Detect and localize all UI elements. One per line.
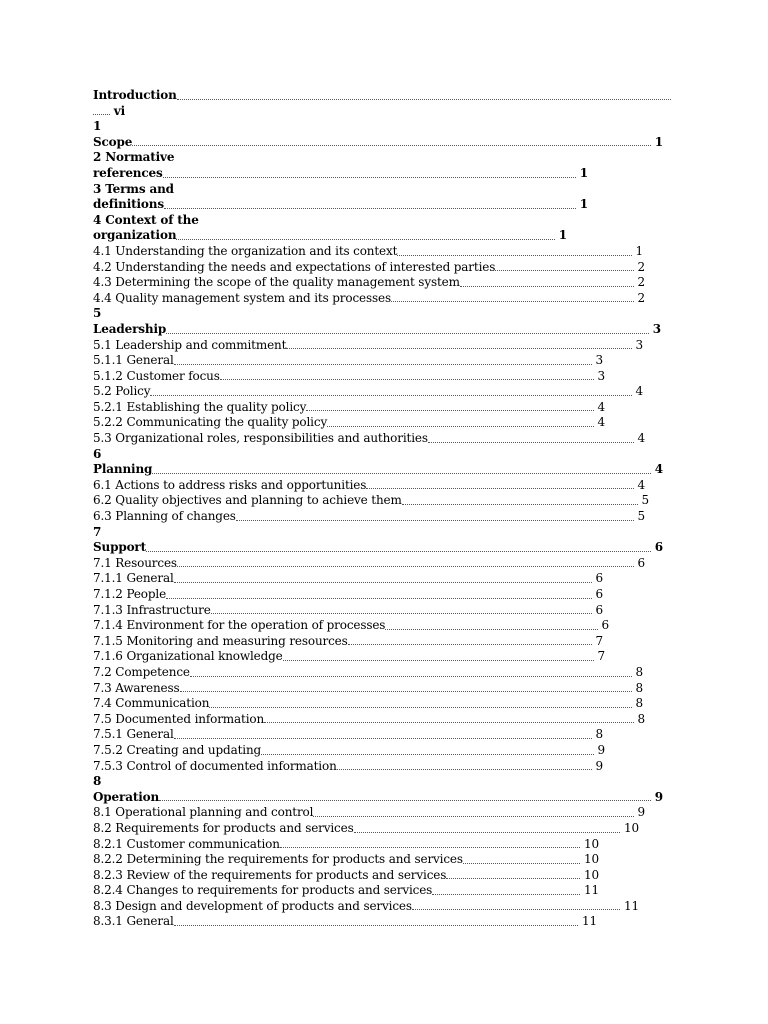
toc-entry[interactable] (93, 431, 673, 447)
toc-entry-title: 4.4 Quality management system and its processes (93, 290, 391, 305)
toc-leader-dots (236, 519, 634, 521)
toc-entry[interactable] (93, 104, 673, 120)
toc-entry[interactable] (93, 135, 673, 151)
toc-leader-dots (209, 706, 631, 708)
toc-entry[interactable] (93, 384, 673, 400)
toc-leader-dots (402, 503, 638, 505)
toc-entry[interactable] (93, 525, 673, 541)
toc-page-number: 4 (635, 384, 643, 399)
toc-entry[interactable] (93, 369, 673, 385)
toc-entry-title: 5 (93, 306, 102, 321)
toc-entry-title: 3 Terms and (93, 181, 174, 196)
toc-entry[interactable] (93, 306, 673, 322)
toc-page-number: 4 (597, 399, 605, 414)
toc-entry-title: Scope (93, 134, 133, 149)
toc-page-number: 8 (635, 664, 643, 679)
toc-entry[interactable] (93, 774, 673, 790)
toc-entry[interactable] (93, 805, 673, 821)
toc-entry[interactable] (93, 665, 673, 681)
toc-entry[interactable] (93, 244, 673, 260)
toc-page-number: 8 (635, 680, 643, 695)
toc-entry[interactable] (93, 228, 673, 244)
toc-page-number: 3 (635, 337, 643, 352)
toc-page-number: 2 (637, 290, 645, 305)
toc-entry-title: 5.2.1 Establishing the quality policy (93, 399, 307, 414)
toc-entry[interactable] (93, 759, 673, 775)
toc-entry-title: 6.3 Planning of changes (93, 509, 236, 524)
toc-page-number: 9 (597, 742, 605, 757)
toc-entry-title: Operation (93, 789, 160, 804)
toc-page-number: 5 (641, 493, 649, 508)
toc-leader-dots (428, 441, 634, 443)
toc-entry[interactable] (93, 447, 673, 463)
toc-entry-title: 8.3.1 General (93, 914, 174, 929)
toc-page-number: 7 (597, 649, 605, 664)
toc-entry[interactable] (93, 150, 673, 166)
toc-page-number: 11 (582, 914, 597, 929)
toc-page-number: 4 (597, 415, 605, 430)
toc-entry[interactable] (93, 260, 673, 276)
toc-leader-dots (412, 908, 620, 910)
toc-entry-title: Introduction (93, 88, 177, 102)
toc-leader-dots (327, 425, 593, 427)
toc-entry[interactable] (93, 634, 673, 650)
toc-leader-dots (174, 924, 578, 926)
toc-entry-title: 6.1 Actions to address risks and opportunities (93, 477, 367, 492)
toc-entry-title: Support (93, 540, 146, 555)
toc-page-number: 11 (584, 883, 599, 898)
toc-page-number: 10 (584, 852, 599, 867)
toc-entry-title: 7.1.5 Monitoring and measuring resources (93, 633, 348, 648)
toc-entry-title: 4 Context of the (93, 212, 199, 227)
toc-leader-dots (220, 378, 594, 380)
toc-page-number: 1 (558, 228, 567, 243)
toc-leader-dots (397, 254, 631, 256)
toc-entry-title: 7.3 Awareness (93, 680, 180, 695)
toc-leader-dots (264, 721, 633, 723)
toc-entry[interactable] (93, 493, 673, 509)
toc-entry[interactable] (93, 509, 673, 525)
toc-leader-dots (163, 176, 576, 178)
toc-entry-title: 4.1 Understanding the organization and its context (93, 243, 398, 258)
toc-entry[interactable] (93, 322, 673, 338)
toc-page-number: 9 (595, 758, 603, 773)
toc-page-number: 6 (601, 618, 609, 633)
toc-leader-dots (180, 690, 632, 692)
toc-entry-title: 5.2.2 Communicating the quality policy (93, 415, 328, 430)
toc-leader-dots (166, 597, 591, 599)
toc-page-number: 9 (637, 805, 645, 820)
toc-leader-dots (385, 628, 597, 630)
toc-entry[interactable] (93, 743, 673, 759)
toc-entry[interactable] (93, 400, 673, 416)
toc-page-number: 10 (584, 867, 599, 882)
toc-entry-title: 5.3 Organizational roles, responsibilities and authorities (93, 431, 428, 446)
toc-entry[interactable] (93, 119, 673, 135)
toc-entry-title: 8.2.2 Determining the requirements for products and services (93, 852, 463, 867)
toc-leader-dots (150, 394, 631, 396)
toc-leader-dots (211, 612, 592, 614)
toc-leader-dots (174, 737, 592, 739)
toc-entry[interactable] (93, 821, 673, 837)
toc-leader-dots (159, 799, 651, 801)
toc-entry[interactable] (93, 727, 673, 743)
toc-entry-title: references (93, 165, 163, 180)
toc-entry-title: 4.2 Understanding the needs and expectations of interested parties (93, 259, 496, 274)
toc-entry-title: 8.2.1 Customer communication (93, 836, 280, 851)
toc-entry[interactable] (93, 353, 673, 369)
toc-leader-dots (283, 659, 594, 661)
toc-leader-dots (261, 753, 593, 755)
toc-page-number: 7 (595, 633, 603, 648)
toc-entry-title: 7 (93, 524, 102, 539)
toc-entry[interactable] (93, 712, 673, 728)
toc-entry-title: Planning (93, 462, 153, 477)
toc-page-number: 6 (637, 555, 645, 570)
toc-entry[interactable] (93, 182, 673, 198)
toc-page-number: 6 (595, 587, 603, 601)
toc-page-number: 8 (595, 727, 603, 742)
toc-leader-dots (280, 846, 580, 848)
toc-entry-title: 7.5.2 Creating and updating (93, 742, 262, 757)
toc-entry-title: 7.1 Resources (93, 555, 177, 570)
toc-leader-dots (495, 269, 633, 271)
toc-entry[interactable] (93, 213, 673, 229)
toc-entry-title: 8.2.3 Review of the requirements for products and services (93, 867, 447, 882)
toc-entry-title: 5.1 Leadership and commitment (93, 337, 287, 352)
toc-entry-title: 8.2 Requirements for products and services (93, 820, 354, 835)
toc-leader-dots (176, 238, 554, 240)
toc-leader-dots (460, 285, 634, 287)
toc-page-number: 3 (595, 353, 603, 368)
toc-entry-title: 7.5.3 Control of documented information (93, 758, 337, 773)
toc-leader-dots (391, 300, 634, 302)
toc-entry[interactable] (93, 899, 673, 915)
toc-entry-title: 7.1.6 Organizational knowledge (93, 649, 283, 664)
toc-entry[interactable] (93, 415, 673, 431)
toc-page-number: 1 (654, 134, 663, 149)
toc-page-number: 10 (584, 836, 599, 851)
toc-page-number: 5 (637, 509, 645, 524)
toc-entry-title: 5.2 Policy (93, 384, 151, 399)
toc-entry-title: 1 (93, 119, 102, 134)
toc-leader-dots (432, 893, 580, 895)
toc-leader-dots (152, 472, 651, 474)
toc-entry[interactable] (93, 649, 673, 665)
toc-entry-title: 7.1.2 People (93, 587, 167, 601)
toc-page-number: 11 (624, 898, 639, 913)
toc-leader-dots (337, 768, 592, 770)
toc-leader-dots (177, 565, 634, 567)
toc-entry-title: organization (93, 228, 177, 243)
toc-entry[interactable] (93, 338, 673, 354)
toc-entry-title: 6.2 Quality objectives and planning to achieve them (93, 493, 402, 508)
toc-entry-title: 5.1.2 Customer focus (93, 368, 220, 383)
toc-page-number: 4 (654, 462, 663, 477)
toc-leader-dots (177, 98, 671, 100)
toc-entry[interactable] (93, 837, 673, 853)
toc-page-number: 4 (637, 477, 645, 492)
toc-leader-dots (313, 815, 633, 817)
toc-page-number: 6 (595, 571, 603, 586)
toc-entry[interactable] (93, 478, 673, 494)
toc-leader-dots (164, 207, 576, 209)
toc-entry[interactable] (93, 540, 673, 556)
toc-leader-dots (463, 862, 580, 864)
toc-leader-dots (366, 487, 633, 489)
toc-entry[interactable] (93, 603, 673, 619)
toc-entry-title: 7.4 Communication (93, 696, 210, 711)
toc-entry-title: 8 (93, 774, 102, 789)
toc-leader-dots (306, 409, 593, 411)
toc-entry-title: Leadership (93, 321, 167, 336)
toc-entry[interactable] (93, 852, 673, 868)
toc-entry[interactable] (93, 197, 673, 213)
toc-entry[interactable] (93, 696, 673, 712)
toc-leader-dots (146, 550, 651, 552)
toc-entry-title: 4.3 Determining the scope of the quality management system (93, 275, 460, 290)
toc-entry[interactable] (93, 868, 673, 884)
toc-entry[interactable] (93, 88, 673, 104)
toc-entry-title: 7.5 Documented information (93, 711, 265, 726)
toc-entry-title: 7.1.4 Environment for the operation of processes (93, 618, 386, 633)
toc-leader-dots (190, 675, 632, 677)
toc-page-number: 1 (579, 165, 588, 180)
toc-entry[interactable] (93, 275, 673, 291)
toc-leader-dots (132, 144, 651, 146)
toc-entry-title: 8.1 Operational planning and control (93, 805, 314, 820)
toc-page-number: 2 (637, 275, 645, 290)
toc-entry[interactable] (93, 914, 673, 930)
toc-entry-title: 6 (93, 446, 102, 461)
toc-page-number: 1 (635, 243, 643, 258)
toc-page-number: 9 (654, 789, 663, 804)
toc-entry[interactable] (93, 291, 673, 307)
toc-entry-title: 8.2.4 Changes to requirements for products and services (93, 883, 433, 898)
toc-entry-title: 5.1.1 General (93, 353, 174, 368)
toc-entry-title: definitions (93, 197, 164, 212)
toc-page-number: 8 (637, 711, 645, 726)
toc-page-number: 6 (654, 540, 663, 555)
toc-page-number: 10 (624, 820, 639, 835)
toc-page-number: 8 (635, 696, 643, 711)
toc-page-number: 6 (595, 602, 603, 617)
toc-page-number: 1 (579, 197, 588, 212)
toc-leader-dots (93, 113, 110, 115)
toc-entry[interactable] (93, 556, 673, 572)
toc-leader-dots (174, 581, 592, 583)
toc-entry[interactable] (93, 618, 673, 634)
toc-page-number: vi (113, 103, 125, 118)
toc-page-number: 3 (597, 368, 605, 383)
toc-entry[interactable] (93, 571, 673, 587)
toc-page-number: 3 (652, 321, 661, 336)
table-of-contents (93, 88, 673, 930)
toc-leader-dots (348, 643, 592, 645)
toc-entry-title: 7.1.3 Infrastructure (93, 602, 211, 617)
toc-entry[interactable] (93, 790, 673, 806)
toc-leader-dots (446, 877, 580, 879)
toc-entry-title: 8.3 Design and development of products and services (93, 898, 412, 913)
toc-entry[interactable] (93, 587, 673, 603)
toc-page-number: 4 (637, 431, 645, 446)
toc-leader-dots (174, 363, 592, 365)
toc-entry[interactable] (93, 681, 673, 697)
toc-entry[interactable] (93, 883, 673, 899)
toc-entry-title: 7.2 Competence (93, 664, 190, 679)
toc-leader-dots (286, 347, 631, 349)
toc-entry[interactable] (93, 462, 673, 478)
toc-entry-title: 7.1.1 General (93, 571, 174, 586)
toc-leader-dots (354, 831, 620, 833)
toc-entry-title: 7.5.1 General (93, 727, 174, 742)
toc-entry-title: 2 Normative (93, 150, 175, 165)
toc-page-number: 2 (637, 259, 645, 274)
toc-entry[interactable] (93, 166, 673, 182)
toc-leader-dots (166, 332, 649, 334)
